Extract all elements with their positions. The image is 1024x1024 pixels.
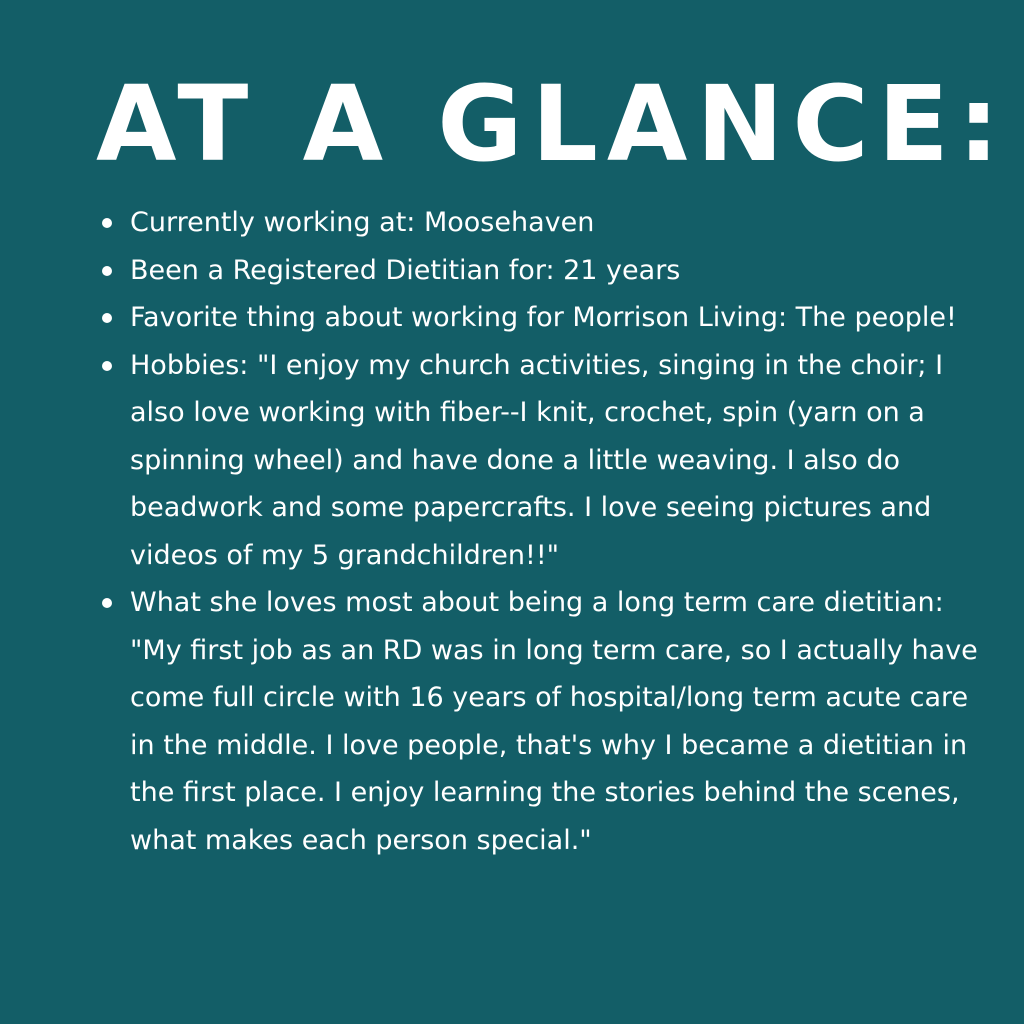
list-item-current-workplace <box>102 199 982 247</box>
bullet-icon <box>102 218 112 228</box>
list-item-text: Been a Registered Dietitian for: 21 years <box>130 254 681 286</box>
list-item-hobbies <box>102 342 982 580</box>
page-title: AT A GLANCE: <box>96 63 1009 185</box>
bullet-icon <box>102 361 112 371</box>
list-item-text: Hobbies: "I enjoy my church activities, singing in the choir; I also love working with fiber--I knit, crochet, spin (yarn on a spinning wheel) and have done a little weaving. I also do beadwork and some papercrafts. I love seeing pictures and videos of my 5 grandchildren!!" <box>130 349 944 571</box>
list-item-loves-most <box>102 579 982 864</box>
bullet-icon <box>102 313 112 323</box>
list-item-text: Currently working at: Moosehaven <box>130 207 595 238</box>
bullet-icon <box>102 266 112 276</box>
list-item-favorite-thing <box>102 294 982 342</box>
list-item-text: What she loves most about being a long term care dietitian: "My first job as an RD was in long term care, so I actually have come full circle with 16 years of hospital/long term acute care in the middle. I love people, that's why I became a dietitian in the first place. I enjoy learning the stories behind the scenes, what makes each person special." <box>130 587 978 856</box>
bullet-icon <box>102 598 112 608</box>
list-item-text: Favorite thing about working for Morrison Living: The people! <box>130 302 957 333</box>
list-item-years-dietitian <box>102 247 982 295</box>
bullet-list <box>102 199 982 864</box>
